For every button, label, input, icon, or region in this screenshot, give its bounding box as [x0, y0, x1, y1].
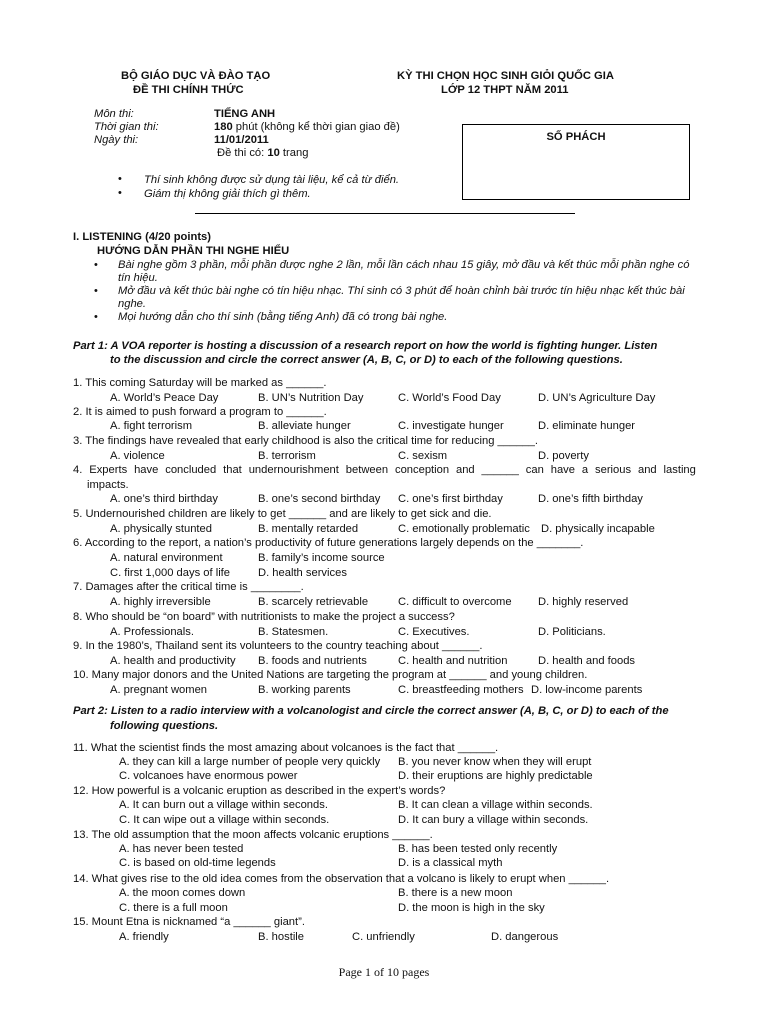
exam-title: KỲ THI CHỌN HỌC SINH GIỎI QUỐC GIA [397, 70, 614, 82]
question-7: 7. Damages after the critical time is ________. [73, 581, 304, 593]
q4-word: between [345, 464, 389, 476]
question-4-continued: impacts. [87, 479, 129, 491]
question-3: 3. The findings have revealed that early childhood is also the critical time for reducing ______. [73, 435, 538, 447]
q4-word: a [581, 464, 589, 476]
so-phach-box [462, 124, 690, 200]
q4-option-d[interactable]: D. one’s fifth birthday [538, 493, 643, 505]
pages-info [217, 147, 308, 159]
q15-option-a[interactable]: A. friendly [119, 931, 169, 943]
bullet-icon: • [94, 259, 98, 271]
guide-item-1: Bài nghe gồm 3 phần, mỗi phần được nghe 2 lần, mỗi lần cách nhau 15 giây, mở đầu và kết thúc mỗi phần nghe có tín hiệu. [118, 259, 690, 284]
question-8: 8. Who should be “on board” with nutritionists to make the project a success? [73, 611, 455, 623]
q1-option-c[interactable]: C. World’s Food Day [398, 392, 501, 404]
q4-word: Experts [89, 464, 128, 476]
q7-option-b[interactable]: B. scarcely retrievable [258, 596, 369, 608]
so-phach-label: SỐ PHÁCH [546, 131, 606, 143]
guide-item-2: Mở đầu và kết thúc bài nghe có tín hiệu nhạc. Thí sinh có 3 phút để hoàn chỉnh bài trước tín hiệu nhạc kết thúc bài nghe. [118, 285, 685, 310]
q4-word: have [134, 464, 159, 476]
q1-option-b[interactable]: B. UN’s Nutrition Day [258, 392, 364, 404]
q6-option-b[interactable]: B. family’s income source [258, 552, 385, 564]
q7-option-c[interactable]: C. difficult to overcome [398, 596, 512, 608]
question-9: 9. In the 1980’s, Thailand sent its volunteers to the country teaching about ______. [73, 640, 483, 652]
q15-option-b[interactable]: B. hostile [258, 931, 305, 943]
q9-option-d[interactable]: D. health and foods [538, 655, 636, 667]
bullet-icon: • [94, 285, 98, 297]
q11-option-c[interactable]: C. volcanoes have enormous power [119, 770, 298, 782]
q5-option-d[interactable]: D. physically incapable [541, 523, 655, 535]
q2-option-a[interactable]: A. fight terrorism [110, 420, 193, 432]
header-divider [195, 213, 575, 214]
q6-option-d[interactable]: D. health services [258, 567, 347, 579]
q4-word: have [550, 464, 575, 476]
q4-option-c[interactable]: C. one’s first birthday [398, 493, 503, 505]
q10-option-c[interactable]: C. breastfeeding mothers [398, 684, 524, 696]
q8-option-d[interactable]: D. Politicians. [538, 626, 606, 638]
q10-option-a[interactable]: A. pregnant women [110, 684, 208, 696]
date-label: Ngày thi: [94, 134, 139, 146]
q3-option-a[interactable]: A. violence [110, 450, 165, 462]
q9-option-a[interactable]: A. health and productivity [110, 655, 236, 667]
subject-label: Môn thi: [94, 108, 134, 120]
question-14: 14. What gives rise to the old idea comes from the observation that a volcano is likely to erupt when ______. [73, 873, 610, 885]
q3-option-b[interactable]: B. terrorism [258, 450, 316, 462]
time-label: Thời gian thi: [94, 121, 159, 133]
question-2: 2. It is aimed to push forward a program to ______. [73, 406, 327, 418]
q9-option-b[interactable]: B. foods and nutrients [258, 655, 367, 667]
q13-option-c[interactable]: C. is based on old-time legends [119, 857, 276, 869]
section-title: I. LISTENING (4/20 points) [73, 231, 211, 243]
note-1: Thí sinh không được sử dụng tài liệu, kể cả từ điển. [144, 174, 400, 186]
q12-option-b[interactable]: B. It can clean a village within seconds. [398, 799, 593, 811]
q3-option-d[interactable]: D. poverty [538, 450, 589, 462]
bullet-icon: • [94, 311, 98, 323]
q15-option-d[interactable]: D. dangerous [491, 931, 559, 943]
q11-option-a[interactable]: A. they can kill a large number of people very quickly [119, 756, 381, 768]
question-6: 6. According to the report, a nation’s productivity of future generations largely depends on the _______. [73, 537, 584, 549]
q8-option-c[interactable]: C. Executives. [398, 626, 470, 638]
q5-option-c[interactable]: C. emotionally problematic [398, 523, 530, 535]
date-value: 11/01/2011 [214, 134, 269, 146]
question-4 [73, 464, 696, 476]
pages-suffix: trang [279, 147, 309, 159]
pages-prefix: Đề thi có: [217, 147, 268, 159]
q6-option-a[interactable]: A. natural environment [110, 552, 223, 564]
q12-option-c[interactable]: C. It can wipe out a village within seconds. [119, 814, 330, 826]
question-13: 13. The old assumption that the moon affects volcanic eruptions ______. [73, 829, 433, 841]
part1-instruction-line2: to the discussion and circle the correct answer (A, B, C, or D) to each of the following questions. [110, 354, 623, 366]
q13-option-b[interactable]: B. has been tested only recently [398, 843, 558, 855]
q8-option-b[interactable]: B. Statesmen. [258, 626, 329, 638]
question-11: 11. What the scientist finds the most amazing about volcanoes is the fact that ______. [73, 742, 499, 754]
q4-word: lasting [663, 464, 696, 476]
q14-option-b[interactable]: B. there is a new moon [398, 887, 513, 899]
q10-option-d[interactable]: D. low-income parents [531, 684, 643, 696]
q2-option-c[interactable]: C. investigate hunger [398, 420, 504, 432]
q9-option-c[interactable]: C. health and nutrition [398, 655, 508, 667]
time-minutes: 180 [214, 121, 233, 133]
page-number: Page 1 of 10 pages [338, 965, 430, 979]
q11-option-b[interactable]: B. you never know when they will erupt [398, 756, 592, 768]
q4-word: conception [394, 464, 450, 476]
official-label: ĐỀ THI CHÍNH THỨC [133, 84, 244, 96]
q10-option-b[interactable]: B. working parents [258, 684, 351, 696]
note-2: Giám thị không giải thích gì thêm. [144, 188, 311, 200]
q4-word: can [525, 464, 544, 476]
ministry-title: BỘ GIÁO DỤC VÀ ĐÀO TẠO [121, 70, 271, 82]
question-10: 10. Many major donors and the United Nations are targeting the program at ______ and young children. [73, 669, 588, 681]
q4-word: ______ [481, 464, 519, 476]
q1-option-a[interactable]: A. World’s Peace Day [110, 392, 219, 404]
q4-word: serious [595, 464, 632, 476]
q12-option-d[interactable]: D. It can bury a village within seconds. [398, 814, 589, 826]
time-suffix: phút (không kể thời gian giao đề) [232, 121, 400, 133]
q8-option-a[interactable]: A. Professionals. [110, 626, 194, 638]
q4-option-b[interactable]: B. one’s second birthday [258, 493, 381, 505]
q4-word: that [223, 464, 242, 476]
bullet-icon: • [118, 173, 122, 185]
q15-option-c[interactable]: C. unfriendly [352, 931, 415, 943]
q14-option-c[interactable]: C. there is a full moon [119, 902, 228, 914]
q13-option-a[interactable]: A. has never been tested [119, 843, 244, 855]
q3-option-c[interactable]: C. sexism [398, 450, 448, 462]
q12-option-a[interactable]: A. It can burn out a village within seconds. [119, 799, 328, 811]
q4-word: and [455, 464, 475, 476]
part2-instruction-line2: following questions. [110, 720, 219, 732]
question-1: 1. This coming Saturday will be marked as ______. [73, 377, 327, 389]
q4-word: concluded [165, 464, 217, 476]
time-value [214, 121, 400, 133]
question-15: 15. Mount Etna is nicknamed “a ______ giant”. [73, 916, 305, 928]
part2-instruction-line1: Part 2: Listen to a radio interview with a volcanologist and circle the correct answer (A, B, C, or D) to each of the [73, 705, 669, 717]
bullet-icon: • [118, 187, 122, 199]
q4-word: undernourishment [248, 464, 339, 476]
q14-option-a[interactable]: A. the moon comes down [119, 887, 246, 899]
subject-value: TIẾNG ANH [214, 108, 276, 120]
q6-option-c[interactable]: C. first 1,000 days of life [110, 567, 231, 579]
q4-word: 4. [73, 464, 83, 476]
q11-option-d[interactable]: D. their eruptions are highly predictable [398, 770, 593, 782]
q13-option-d[interactable]: D. is a classical myth [398, 857, 503, 869]
q2-option-b[interactable]: B. alleviate hunger [258, 420, 351, 432]
pages-count: 10 [267, 147, 280, 159]
q5-option-a[interactable]: A. physically stunted [110, 523, 212, 535]
q14-option-d[interactable]: D. the moon is high in the sky [398, 902, 545, 914]
q7-option-d[interactable]: D. highly reserved [538, 596, 629, 608]
guide-title: HƯỚNG DẪN PHẦN THI NGHE HIỂU [97, 245, 290, 257]
q1-option-d[interactable]: D. UN’s Agriculture Day [538, 392, 656, 404]
grade-label: LỚP 12 THPT NĂM 2011 [441, 84, 569, 96]
part1-instruction-line1: Part 1: A VOA reporter is hosting a discussion of a research report on how the world is fighting hunger. Listen [73, 340, 658, 352]
q4-option-a[interactable]: A. one’s third birthday [110, 493, 219, 505]
q4-word: and [637, 464, 657, 476]
question-12: 12. How powerful is a volcanic eruption as described in the expert’s words? [73, 785, 446, 797]
question-5: 5. Undernourished children are likely to get ______ and are likely to get sick and die. [73, 508, 492, 520]
q7-option-a[interactable]: A. highly irreversible [110, 596, 211, 608]
q2-option-d[interactable]: D. eliminate hunger [538, 420, 636, 432]
q5-option-b[interactable]: B. mentally retarded [258, 523, 359, 535]
guide-item-3: Mọi hướng dẫn cho thí sinh (bằng tiếng Anh) đã có trong bài nghe. [118, 311, 448, 323]
